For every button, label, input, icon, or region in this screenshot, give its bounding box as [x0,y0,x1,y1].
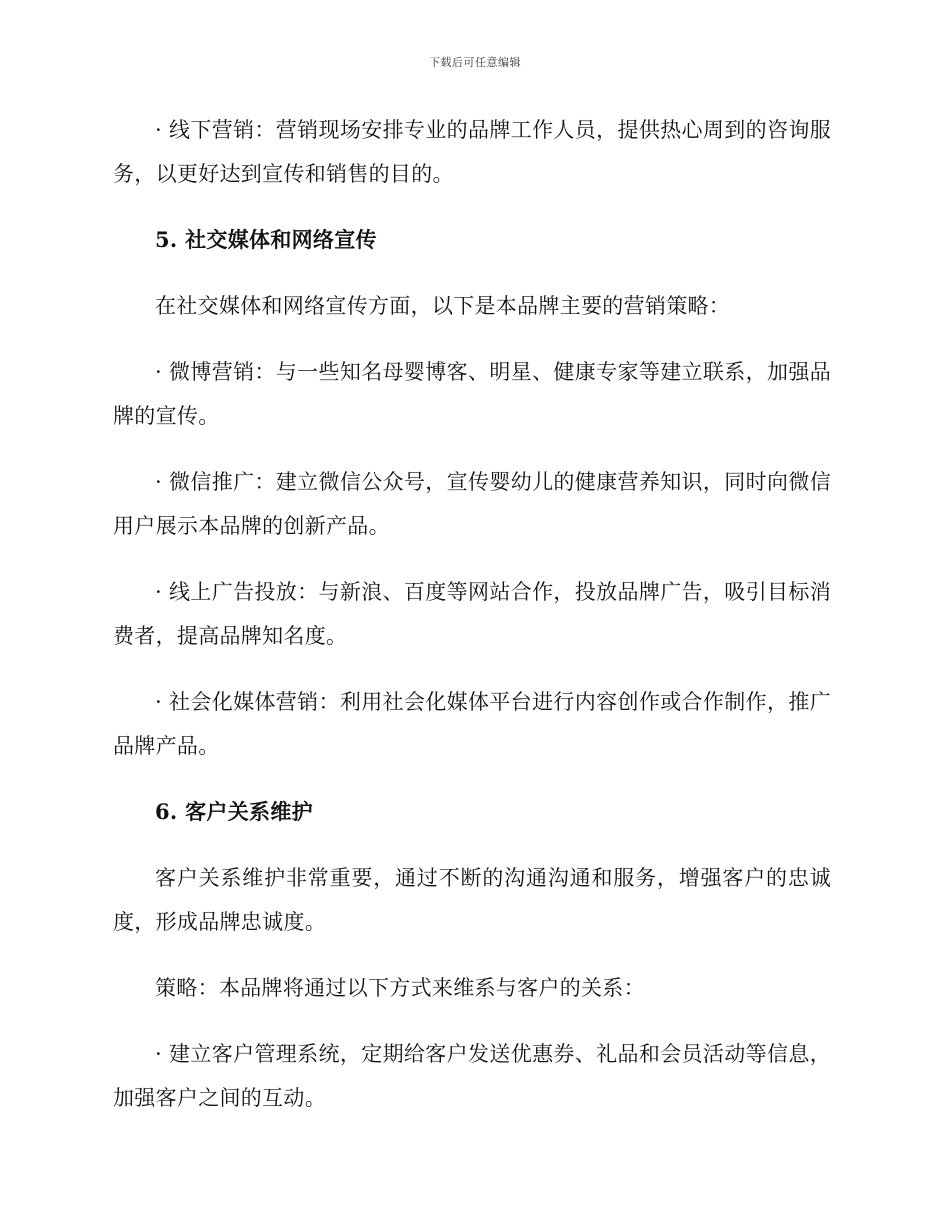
document-body [113,108,831,1142]
paragraph-customer-relations-intro: 客户关系维护非常重要，通过不断的沟通沟通和服务，增强客户的忠诚度，形成品牌忠诚度。 [113,866,831,934]
section-heading-social-media: 5. 社交媒体和网络宣传 [155,227,377,252]
paragraph-social-intro: 在社交媒体和网络宣传方面，以下是本品牌主要的营销策略： [155,294,731,318]
paragraph-wechat-promotion: · 微信推广：建立微信公众号，宣传婴幼儿的健康营养知识，同时向微信用户展示本品牌的创新产品。 [113,470,831,538]
paragraph-strategy: 策略：本品牌将通过以下方式来维系与客户的关系： [155,976,645,1000]
section-heading-customer-relations: 6. 客户关系维护 [155,799,313,824]
paragraph-weibo-marketing: · 微博营销：与一些知名母婴博客、明星、健康专家等建立联系，加强品牌的宣传。 [113,360,831,428]
paragraph-online-ads: · 线上广告投放：与新浪、百度等网站合作，投放品牌广告，吸引目标消费者，提高品牌知名度。 [113,580,831,648]
paragraph-crm-system: · 建立客户管理系统，定期给客户发送优惠券、礼品和会员活动等信息，加强客户之间的互动。 [113,1042,831,1110]
paragraph-social-media-marketing: · 社会化媒体营销：利用社会化媒体平台进行内容创作或合作制作，推广品牌产品。 [113,690,831,758]
paragraph-offline-marketing: · 线下营销：营销现场安排专业的品牌工作人员，提供热心周到的咨询服务，以更好达到宣传和销售的目的。 [113,118,831,186]
page-header-note: 下载后可任意编辑 [429,56,521,69]
